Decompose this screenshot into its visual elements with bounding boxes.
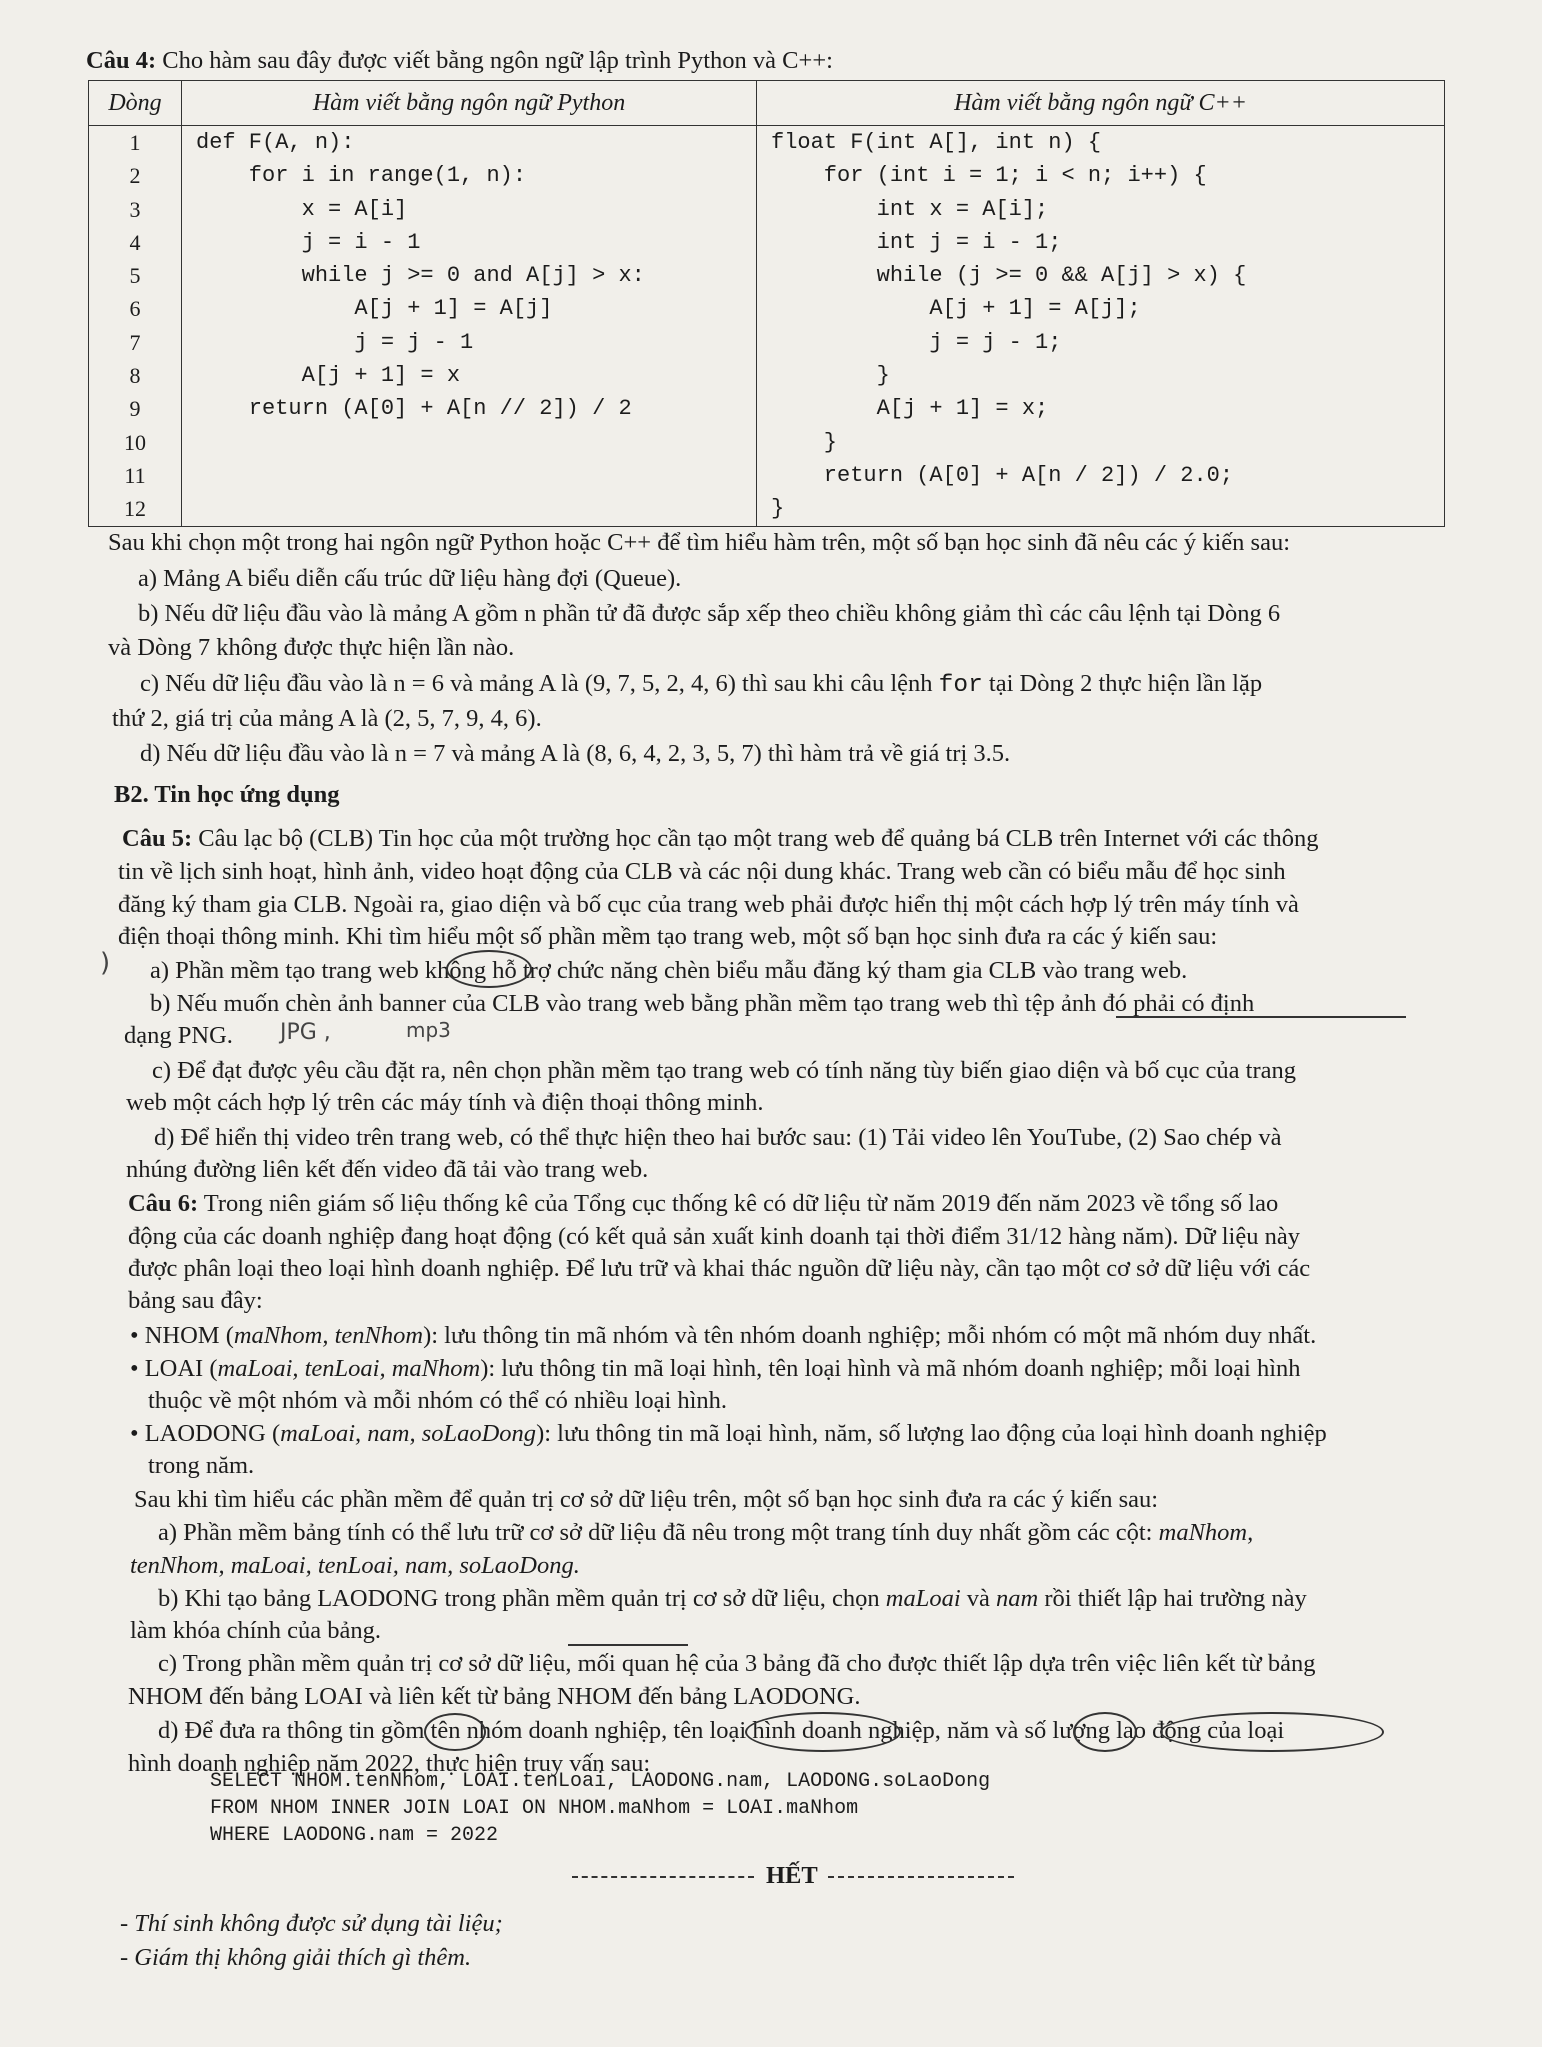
line-number: 4	[129, 229, 141, 255]
q5-label: Câu 5:	[122, 825, 193, 852]
line-number: 1	[129, 130, 141, 155]
line-number: 10	[124, 429, 146, 455]
cpp-line: }	[771, 363, 890, 389]
line-number: 5	[129, 263, 141, 289]
q5-option-a: a) Phần mềm tạo trang web không hỗ trợ chức năng chèn biểu mẫu đăng ký tham gia CLB vào trang web.	[150, 957, 1188, 984]
table-name: NHOM (	[144, 1322, 234, 1349]
sql-line3: WHERE LAODONG.nam = 2022	[210, 1824, 499, 1847]
q6-line4: bảng sau đây:	[128, 1287, 263, 1314]
circle-annotation	[745, 1712, 901, 1752]
cpp-line: int x = A[i];	[771, 196, 1049, 222]
code-table	[88, 80, 1445, 527]
table-desc: ): lưu thông tin mã loại hình, tên loại hình và mã nhóm doanh nghiệp; mỗi loại hình	[480, 1355, 1301, 1382]
code-table-body	[89, 126, 1445, 527]
line-number: 7	[129, 329, 141, 355]
end-label: HẾT	[766, 1862, 818, 1889]
q5-option-c-line1: c) Để đạt được yêu cầu đặt ra, nên chọn phần mềm tạo trang web có tính năng tùy biến giao diện và bố cục của trang	[152, 1057, 1296, 1084]
line-numbers	[89, 126, 182, 527]
line-number: 11	[124, 462, 146, 488]
circle-annotation	[446, 950, 532, 988]
q6-option-b-line1	[158, 1583, 1307, 1615]
section-b2-heading: B2. Tin học ứng dụng	[114, 781, 340, 808]
q5-option-d-line1: d) Để hiển thị video trên trang web, có thể thực hiện theo hai bước sau: (1) Tải video lên YouTube, (2) Sao chép và	[154, 1124, 1282, 1151]
q6-bullet-loai-line2: thuộc về một nhóm và mỗi nhóm có thể có nhiều loại hình.	[148, 1387, 728, 1414]
cpp-line: A[j + 1] = A[j];	[771, 296, 1141, 322]
sql-line1: SELECT NHOM.tenNhom, LOAI.tenLoai, LAODONG.nam, LAODONG.soLaoDong	[210, 1770, 991, 1793]
q6-a-italic: maNhom,	[1158, 1519, 1254, 1546]
q6-option-d-line2: hình doanh nghiệp năm 2022, thực hiện truy vấn sau:	[128, 1750, 651, 1777]
cpp-line: j = j - 1;	[771, 329, 1062, 355]
q6-line1	[128, 1188, 1278, 1220]
line-number: 3	[129, 196, 141, 222]
python-line: return (A[0] + A[n // 2]) / 2	[196, 396, 632, 422]
python-code	[182, 126, 757, 527]
col-header-cpp: Hàm viết bằng ngôn ngữ C++	[757, 81, 1445, 126]
q6-b-key1: maLoai	[885, 1585, 961, 1612]
table-name: LAODONG (	[144, 1420, 281, 1447]
handwritten-mp3: mp3	[406, 1018, 451, 1042]
cpp-line: }	[771, 429, 838, 455]
q6-line2: động của các doanh nghiệp đang hoạt động (có kết quả sản xuất kinh doanh tại thời điểm 31/12 hàng năm). Dữ liệu này	[128, 1223, 1300, 1250]
line-number: 6	[129, 296, 141, 322]
cpp-line: while (j >= 0 && A[j] > x) {	[771, 263, 1247, 289]
q4-option-a: a) Mảng A biểu diễn cấu trúc dữ liệu hàng đợi (Queue).	[138, 565, 682, 592]
q6-option-c-line1: c) Trong phần mềm quản trị cơ sở dữ liệu, mối quan hệ của 3 bảng đã cho được thiết lập dựa trên việc liên kết từ bảng	[158, 1650, 1316, 1677]
line-number: 9	[129, 396, 141, 422]
q4-option-c-line1	[140, 668, 1262, 702]
python-line	[196, 426, 756, 459]
end-note-1: - Thí sinh không được sử dụng tài liệu;	[120, 1910, 503, 1937]
line-number: 2	[129, 163, 141, 189]
python-line: for i in range(1, n):	[196, 163, 527, 189]
q6-option-b-line2: làm khóa chính của bảng.	[130, 1617, 382, 1644]
python-line	[196, 492, 756, 525]
q6-intro: Sau khi tìm hiểu các phần mềm để quản trị cơ sở dữ liệu trên, một số bạn học sinh đưa ra các ý kiến sau:	[134, 1486, 1159, 1513]
cpp-line: float F(int A[], int n) {	[771, 130, 1102, 155]
q5-option-d-line2: nhúng đường liên kết đến video đã tải vào trang web.	[126, 1156, 649, 1183]
cpp-code	[757, 126, 1445, 527]
q6-line3: được phân loại theo loại hình doanh nghiệp. Để lưu trữ và khai thác nguồn dữ liệu này, cần tạo một cơ sở dữ liệu với các	[128, 1255, 1311, 1282]
q6-b-and: và	[960, 1585, 997, 1612]
handwritten-jpg: JPG ,	[280, 1020, 331, 1045]
python-line: while j >= 0 and A[j] > x:	[196, 263, 645, 289]
q4-c-text-end: tại Dòng 2 thực hiện lần lặp	[982, 670, 1263, 697]
q5-line3: đăng ký tham gia CLB. Ngoài ra, giao diện và bố cục của trang web phải được hiển thị một cách hợp lý trên máy tính và	[118, 891, 1299, 918]
q6-option-a-line2: tenNhom, maLoai, tenLoai, nam, soLaoDong.	[130, 1552, 580, 1579]
q4-label: Câu 4:	[86, 47, 157, 74]
q5-line1	[122, 823, 1319, 855]
table-attrs: maLoai, tenLoai, maNhom	[217, 1355, 481, 1382]
python-line: A[j + 1] = A[j]	[196, 296, 553, 322]
python-line: A[j + 1] = x	[196, 363, 461, 389]
q6-option-a-line1	[158, 1517, 1253, 1549]
table-name: LOAI (	[144, 1355, 218, 1382]
q6-bullet-loai	[130, 1353, 1301, 1385]
q6-line1-text: Trong niên giám số liệu thống kê của Tổng cục thống kê có dữ liệu từ năm 2019 đến năm 2023 về tổng số lao	[198, 1190, 1279, 1217]
q6-bullet-nhom	[130, 1320, 1316, 1352]
q5-line1-text: Câu lạc bộ (CLB) Tin học của một trường học cần tạo một trang web để quảng bá CLB trên Internet với các thông	[192, 825, 1319, 852]
q4-intro: Sau khi chọn một trong hai ngôn ngữ Python hoặc C++ để tìm hiểu hàm trên, một số bạn học sinh đã nêu các ý kiến sau:	[108, 529, 1291, 556]
circle-annotation	[424, 1713, 486, 1751]
underline-annotation	[568, 1644, 688, 1646]
q4-option-b-line2: và Dòng 7 không được thực hiện lần nào.	[108, 634, 515, 661]
line-number: 12	[124, 496, 146, 522]
table-desc: ): lưu thông tin mã loại hình, năm, số lượng lao động của loại hình doanh nghiệp	[536, 1420, 1327, 1447]
q4-option-d: d) Nếu dữ liệu đầu vào là n = 7 và mảng A là (8, 6, 4, 2, 3, 5, 7) thì hàm trả về giá trị 3.5.	[140, 740, 1011, 767]
circle-annotation	[1073, 1712, 1137, 1752]
cpp-line: for (int i = 1; i < n; i++) {	[771, 163, 1207, 189]
q5-option-c-line2: web một cách hợp lý trên các máy tính và điện thoại thông minh.	[126, 1089, 764, 1116]
q6-b-text: b) Khi tạo bảng LAODONG trong phần mềm quản trị cơ sở dữ liệu, chọn	[158, 1585, 886, 1612]
q6-label: Câu 6:	[128, 1190, 199, 1217]
python-line	[196, 459, 756, 492]
python-line: def F(A, n):	[196, 130, 355, 155]
cpp-line: A[j + 1] = x;	[771, 396, 1049, 422]
line-number: 8	[129, 363, 141, 389]
q5-line4: điện thoại thông minh. Khi tìm hiểu một số phần mềm tạo trang web, một số bạn học sinh đưa ra các ý kiến sau:	[118, 923, 1218, 950]
end-note-2: - Giám thị không giải thích gì thêm.	[120, 1944, 472, 1971]
table-attrs: maLoai, nam, soLaoDong	[280, 1420, 537, 1447]
cpp-line: return (A[0] + A[n / 2]) / 2.0;	[771, 462, 1234, 488]
q6-option-c-line2: NHOM đến bảng LOAI và liên kết từ bảng NHOM đến bảng LAODONG.	[128, 1683, 861, 1710]
underline-annotation	[1116, 1016, 1406, 1018]
end-divider-left	[572, 1876, 754, 1878]
q5-line2: tin về lịch sinh hoạt, hình ảnh, video hoạt động của CLB và các nội dung khác. Trang web cần có biểu mẫu để học sinh	[118, 858, 1286, 885]
python-line: x = A[i]	[196, 196, 408, 222]
circle-annotation	[1160, 1712, 1384, 1752]
table-attrs: maNhom, tenNhom	[233, 1322, 424, 1349]
q6-b-text-end: rồi thiết lập hai trường này	[1038, 1585, 1307, 1612]
handwritten-mark: )	[100, 948, 111, 978]
q5-option-b-line1: b) Nếu muốn chèn ảnh banner của CLB vào trang web bằng phần mềm tạo trang web thì tệp ảnh đó phải có định	[150, 990, 1255, 1017]
bullet-icon: •	[130, 1355, 145, 1382]
q6-option-d-line1: d) Để đưa ra thông tin gồm tên nhóm doanh nghiệp, tên loại hình doanh nghiệp, năm và số lượng lao động của loại	[158, 1717, 1285, 1744]
code-table-header	[89, 81, 1445, 126]
q4-title-text: Cho hàm sau đây được viết bằng ngôn ngữ lập trình Python và C++:	[156, 47, 833, 74]
q4-title	[86, 45, 833, 77]
q5-option-b-line2: dạng PNG.	[124, 1022, 233, 1049]
col-header-line: Dòng	[89, 81, 182, 126]
q6-b-key2: nam	[996, 1585, 1039, 1612]
python-line: j = i - 1	[196, 229, 421, 255]
q4-option-b-line1: b) Nếu dữ liệu đầu vào là mảng A gồm n phần tử đã được sắp xếp theo chiều không giảm thì các câu lệnh tại Dòng 6	[138, 600, 1281, 627]
bullet-icon: •	[130, 1322, 145, 1349]
bullet-icon: •	[130, 1420, 145, 1447]
col-header-python: Hàm viết bằng ngôn ngữ Python	[182, 81, 757, 126]
cpp-line: int j = i - 1;	[771, 229, 1062, 255]
q4-c-code: for	[938, 672, 983, 699]
python-line: j = j - 1	[196, 329, 474, 355]
end-divider-right	[828, 1876, 1014, 1878]
q4-c-text: c) Nếu dữ liệu đầu vào là n = 6 và mảng A là (9, 7, 5, 2, 4, 6) thì sau khi câu lệnh	[140, 670, 939, 697]
q6-bullet-laodong-line2: trong năm.	[148, 1452, 255, 1479]
q6-a-text: a) Phần mềm bảng tính có thể lưu trữ cơ sở dữ liệu đã nêu trong một trang tính duy nhất gồm các cột:	[158, 1519, 1159, 1546]
q4-option-c-line2: thứ 2, giá trị của mảng A là (2, 5, 7, 9, 4, 6).	[112, 705, 542, 732]
cpp-line: }	[771, 496, 785, 522]
q6-bullet-laodong	[130, 1418, 1327, 1450]
sql-line2: FROM NHOM INNER JOIN LOAI ON NHOM.maNhom = LOAI.maNhom	[210, 1797, 859, 1820]
table-desc: ): lưu thông tin mã nhóm và tên nhóm doanh nghiệp; mỗi nhóm có một mã nhóm duy nhất.	[423, 1322, 1317, 1349]
